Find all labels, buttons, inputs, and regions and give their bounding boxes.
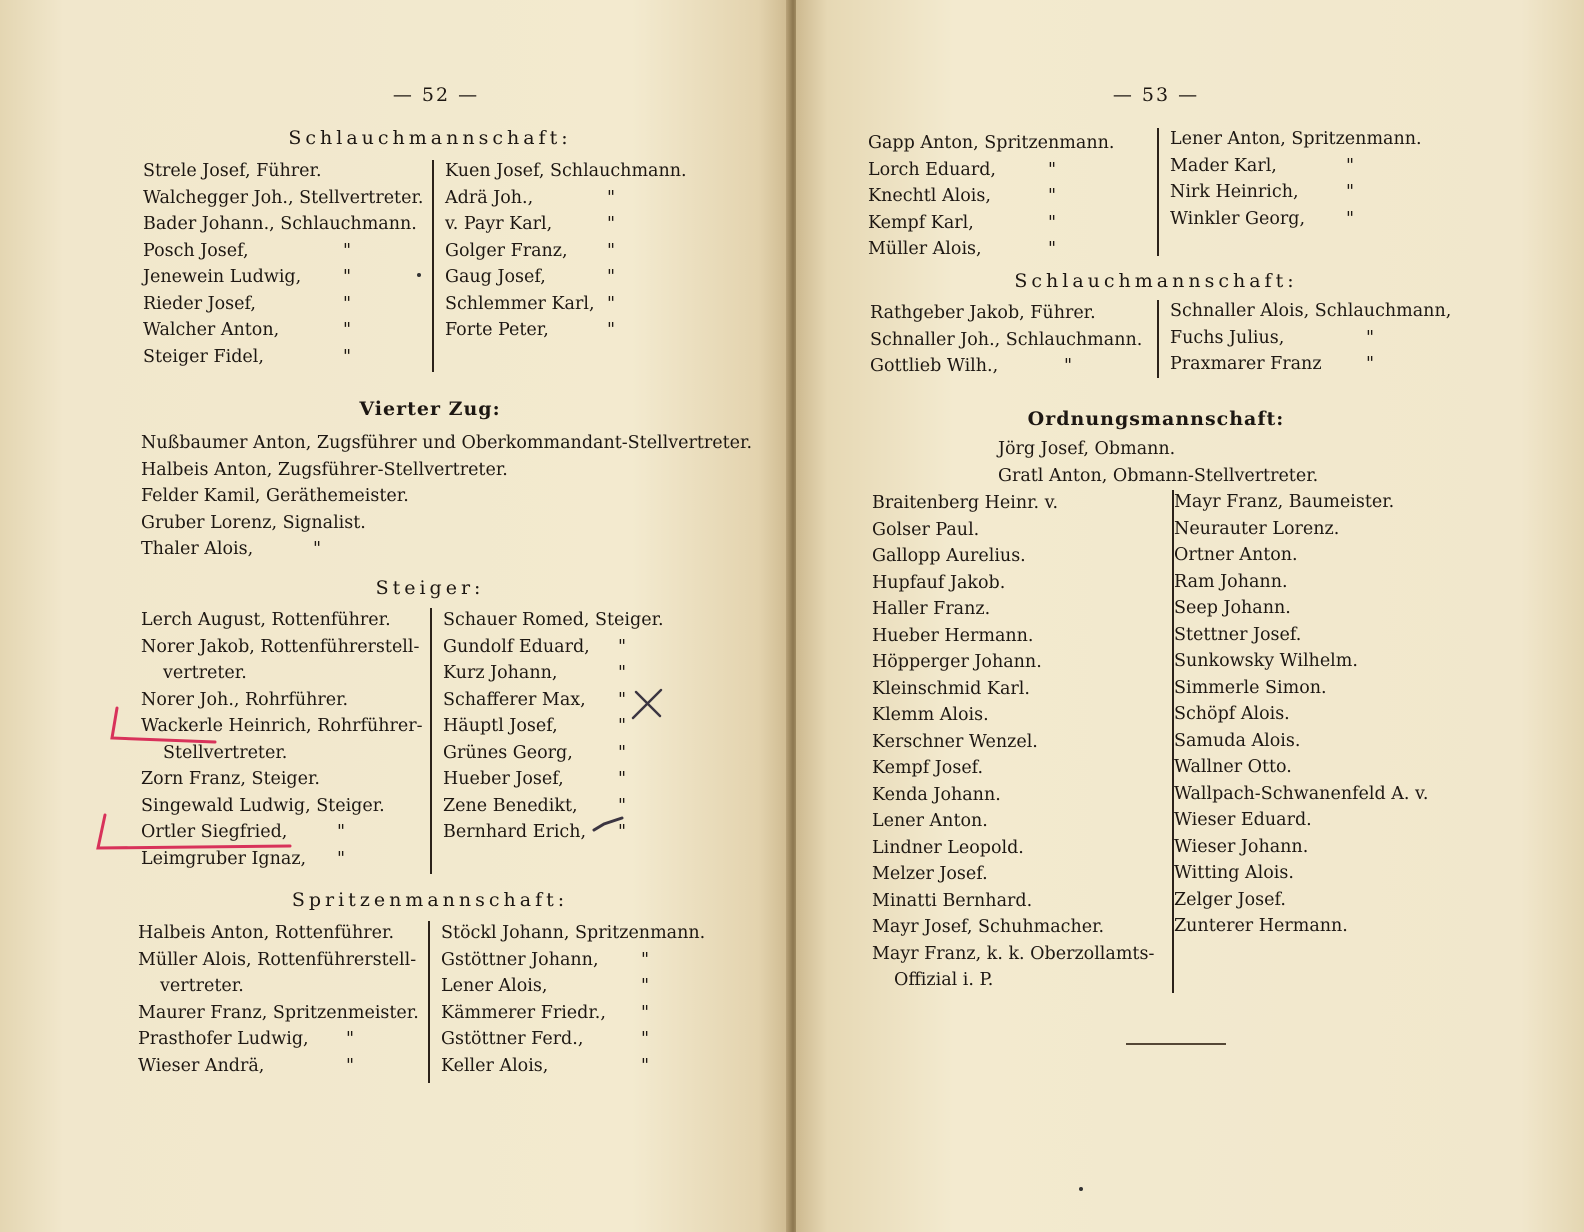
entry-name: Norer Joh., Rohrführer. [141,689,349,710]
entry-name: Neurauter Lorenz. [1174,518,1340,539]
entry-name: Lener Alois, [441,976,548,996]
ditto-mark: " [343,293,352,314]
ditto-mark: " [1048,159,1057,180]
entry-name: Adrä Joh., [445,187,534,208]
pencil-check-mark [594,818,622,830]
red-underline-wackerle [112,708,215,742]
entry-name: Wieser Eduard. [1174,810,1312,830]
roster-entry [1174,887,1474,914]
roster-entry [1174,728,1474,755]
roster-entry [1174,834,1474,861]
entry-name: Kämmerer Friedr., [441,1002,606,1023]
roster-entry [1170,351,1470,378]
entry-name: Stöckl Johann, Spritzenmann. [441,923,706,943]
roster-entry [872,782,1162,809]
roster-entry [1174,913,1474,940]
entry-name: Prasthofer Ludwig, [138,1029,309,1049]
entry-name: Witting Alois. [1174,863,1294,883]
ditto-mark: " [607,187,616,208]
entry-name: Höpperger Johann. [872,652,1042,672]
ditto-mark: " [346,1029,355,1049]
ditto-mark: " [1048,212,1057,233]
roster-entry [868,183,1148,210]
entry-name: Ram Johann. [1174,571,1288,592]
roster-entry [872,702,1162,729]
roster-entry [1174,860,1474,887]
entry-name: Ortner Anton. [1174,545,1298,565]
entry-name: Kurz Johann, [443,663,558,683]
ditto-mark: " [1366,354,1375,374]
entry-name: Kuen Josef, Schlauchmann. [445,161,687,181]
section-heading-schlauchmannschaft: Schlauchmannschaft: [288,127,572,149]
ditto-mark: " [337,822,346,842]
page-number: — 53 — [1112,84,1200,106]
ditto-mark: " [641,1029,650,1049]
ditto-mark: " [346,1055,355,1076]
entry-name: Stettner Josef. [1174,624,1302,645]
entry-name: Schlemmer Karl, [445,293,595,314]
entry-name: Maurer Franz, Spritzenmeister. [138,1002,419,1023]
entry-name: Lorch Eduard, [868,159,996,180]
entry-name: Zelger Josef. [1174,889,1286,910]
ditto-mark: " [1346,182,1355,202]
entry-name: Nußbaumer Anton, Zugsführer und Oberkommandant-Stellvertreter. [141,433,753,453]
left-page [0,0,790,1232]
ditto-mark: " [343,346,352,367]
roster-entry [1174,754,1474,781]
entry-name: v. Payr Karl, [445,214,553,234]
column-divider [1157,300,1159,378]
ditto-mark: " [607,320,616,340]
entry-name: Mayr Josef, Schuhmacher. [872,917,1105,937]
ditto-mark: " [618,663,627,683]
ditto-mark: " [1048,239,1057,259]
officer-entry: Jörg Josef, Obmann. [998,439,1176,459]
ditto-mark: " [618,795,627,816]
entry-name: Häuptl Josef, [443,716,558,736]
entry-name: Gallopp Aurelius. [872,546,1026,566]
entry-name: Singewald Ludwig, Steiger. [141,795,385,816]
entry-name: Felder Kamil, Geräthemeister. [141,486,409,506]
roster-entry [872,623,1162,650]
ditto-mark: " [618,742,627,763]
ditto-mark: " [641,1055,650,1076]
roster-entry [1174,807,1474,834]
ink-speck [1079,1187,1083,1191]
ditto-mark: " [641,949,650,970]
ditto-mark: " [1064,356,1073,376]
entry-name: Rieder Josef, [143,293,256,314]
ditto-mark: " [607,240,616,261]
roster-entry [1174,516,1474,543]
roster-entry [1174,701,1474,728]
column-divider [1157,128,1159,256]
entry-name: Mayr Franz, Baumeister. [1174,492,1395,512]
roster-entry [1174,595,1474,622]
roster-column-right [1170,298,1470,378]
ditto-mark: " [607,214,616,234]
entry-name: Norer Jakob, Rottenführerstell- [141,636,420,657]
entry-name: Gstöttner Johann, [441,949,599,970]
entry-name: Walcher Anton, [143,320,280,340]
roster-entry [1174,648,1474,675]
ditto-mark: " [618,822,627,842]
ditto-mark: " [618,636,627,657]
entry-name: Schöpf Alois. [1174,704,1290,724]
right-page [796,0,1584,1232]
section-heading-spritzenmannschaft: Spritzenmannschaft: [291,889,569,911]
entry-name: Gapp Anton, Spritzenmann. [868,133,1115,153]
entry-name: Hueber Hermann. [872,625,1034,646]
roster-column-left [870,300,1150,380]
ditto-mark: " [607,293,616,314]
roster-entry [872,543,1162,570]
entry-name: Wieser Johann. [1174,836,1309,857]
ditto-mark: " [1048,186,1057,206]
entry-name: Gundolf Eduard, [443,636,590,657]
ditto-mark: " [618,689,627,710]
entry-name: Gottlieb Wilh., [870,356,999,376]
roster-entry [1174,489,1474,516]
entry-name: Lener Anton, Spritzenmann. [1170,129,1422,149]
entry-name: Stellvertreter. [163,742,288,763]
handwritten-marks [0,0,790,1232]
roster-entry [1170,179,1470,206]
entry-name: Schauer Romed, Steiger. [443,610,664,630]
entry-name: Kleinschmid Karl. [872,678,1030,699]
roster-column-left [868,130,1148,263]
entry-name: vertreter. [160,976,244,996]
ditto-mark: " [641,976,650,996]
entry-name: Zunterer Hermann. [1174,916,1348,936]
entry-name: Praxmarer Franz [1170,354,1322,374]
entry-name: Halbeis Anton, Zugsführer-Stellvertreter. [141,459,508,480]
entry-name: Gruber Lorenz, Signalist. [141,512,366,533]
entry-name: Wallpach-Schwanenfeld A. v. [1174,783,1429,804]
entry-name: Wallner Otto. [1174,757,1292,777]
ditto-mark: " [1346,208,1355,229]
entry-name: Posch Josef, [143,240,249,261]
entry-name: Samuda Alois. [1174,730,1301,751]
roster-entry [872,967,1162,994]
entry-name: Minatti Bernhard. [872,890,1033,911]
entry-name: Schnaller Joh., Schlauchmann. [870,329,1143,350]
roster-entry [872,490,1162,517]
roster-entry [872,861,1162,888]
roster-entry [1174,542,1474,569]
entry-name: Rathgeber Jakob, Führer. [870,303,1096,323]
ditto-mark: " [618,769,627,789]
entry-name: Schnaller Alois, Schlauchmann, [1170,301,1452,321]
entry-name: Winkler Georg, [1170,208,1306,229]
entry-name: Bader Johann., Schlauchmann. [143,214,417,234]
roster-entry [1174,622,1474,649]
entry-name: Sunkowsky Wilhelm. [1174,651,1358,671]
entry-name: Gstöttner Ferd., [441,1029,584,1049]
entry-name: Kempf Josef. [872,758,984,778]
roster-entry [870,353,1150,380]
section-heading-ordnungsmannschaft: Ordnungsmannschaft: [1027,408,1285,430]
entry-name: Knechtl Alois, [868,186,991,206]
entry-name: Golger Franz, [445,240,568,261]
entry-name: Wackerle Heinrich, Rohrführer- [141,716,423,736]
entry-name: Braitenberg Heinr. v. [872,493,1059,513]
section-heading-vierter-zug: Vierter Zug: [359,398,501,420]
entry-name: Forte Peter, [445,320,549,340]
roster-entry [1170,298,1470,325]
entry-name: Leimgruber Ignaz, [141,848,307,869]
roster-entry [872,570,1162,597]
roster-entry [872,596,1162,623]
roster-entry [1174,781,1474,808]
roster-column-right [1174,489,1474,940]
ditto-mark: " [641,1002,650,1023]
section-heading-schlauchmannschaft: Schlauchmannschaft: [1014,270,1298,292]
entry-name: Jenewein Ludwig, [143,267,302,287]
roster-entry [868,236,1148,263]
entry-name: Melzer Josef. [872,864,988,884]
entry-name: Gaug Josef, [445,267,546,287]
ditto-mark: " [343,240,352,261]
entry-name: Müller Alois, [868,239,982,259]
entry-name: Thaler Alois, [141,539,254,559]
ditto-mark: " [1346,155,1355,176]
entry-name: Walchegger Joh., Stellvertreter. [143,187,424,208]
entry-name: Hueber Josef, [443,769,564,789]
entry-name: Keller Alois, [441,1055,549,1076]
roster-entry [872,649,1162,676]
roster-entry [872,676,1162,703]
entry-name: Klemm Alois. [872,705,989,725]
entry-name: Lerch August, Rottenführer. [141,610,391,630]
page-number: — 52 — [392,84,480,106]
entry-name: vertreter. [163,663,247,683]
roster-entry [872,808,1162,835]
roster-entry [868,210,1148,237]
ditto-mark: " [343,267,352,287]
red-underline-ortler [98,815,290,848]
entry-name: Wieser Andrä, [138,1055,265,1076]
ditto-mark: " [337,848,346,869]
entry-name: Strele Josef, Führer. [143,161,322,181]
entry-name: Seep Johann. [1174,598,1291,618]
section-heading-steiger: Steiger: [375,577,485,599]
entry-name: Fuchs Julius, [1170,327,1285,348]
roster-entry [868,157,1148,184]
officer-list [998,436,1418,489]
ditto-mark: " [313,539,322,559]
ditto-mark: " [618,716,627,736]
entry-name: Zene Benedikt, [443,795,578,816]
roster-entry [1174,675,1474,702]
ditto-mark: " [607,267,616,287]
entry-name: Hupfauf Jakob. [872,572,1006,593]
entry-name: Kenda Johann. [872,784,1001,805]
roster-entry [1174,569,1474,596]
entry-name: Lindner Leopold. [872,837,1024,858]
entry-name: Zorn Franz, Steiger. [141,769,320,789]
roster-entry [1170,153,1470,180]
entry-name: Lener Anton. [872,811,988,831]
roster-entry [868,130,1148,157]
entry-name: Müller Alois, Rottenführerstell- [138,949,417,970]
roster-entry [872,941,1162,968]
roster-entry [1170,126,1470,153]
roster-column-left [872,490,1162,994]
entry-name: Haller Franz. [872,599,991,619]
officer-entry: Gratl Anton, Obmann-Stellvertreter. [998,465,1319,486]
entry-name: Kerschner Wenzel. [872,731,1038,752]
entry-name: Halbeis Anton, Rottenführer. [138,923,395,943]
roster-entry [870,327,1150,354]
roster-entry [872,755,1162,782]
roster-entry [872,835,1162,862]
roster-entry [872,729,1162,756]
entry-name: Offizial i. P. [894,970,994,990]
roster-entry [870,300,1150,327]
entry-name: Mader Karl, [1170,155,1277,176]
roster-entry [872,517,1162,544]
entry-name: Nirk Heinrich, [1170,182,1299,202]
entry-name: Golser Paul. [872,519,980,540]
roster-entry [872,914,1162,941]
entry-name: Ortler Siegfried, [141,822,288,842]
entry-name: Grünes Georg, [443,742,573,763]
pencil-cross-mark [633,690,661,718]
ditto-mark: " [1366,327,1375,348]
roster-entry [872,888,1162,915]
entry-name: Mayr Franz, k. k. Oberzollamts- [872,943,1155,964]
entry-name: Kempf Karl, [868,212,974,233]
entry-name: Steiger Fidel, [143,346,264,367]
entry-name: Schafferer Max, [443,689,586,710]
roster-entry [1170,206,1470,233]
entry-name: Simmerle Simon. [1174,677,1327,698]
roster-entry [1170,325,1470,352]
closing-rule [1126,1043,1226,1045]
ditto-mark: " [343,320,352,340]
roster-column-right [1170,126,1470,232]
entry-name: Bernhard Erich, [443,822,587,842]
